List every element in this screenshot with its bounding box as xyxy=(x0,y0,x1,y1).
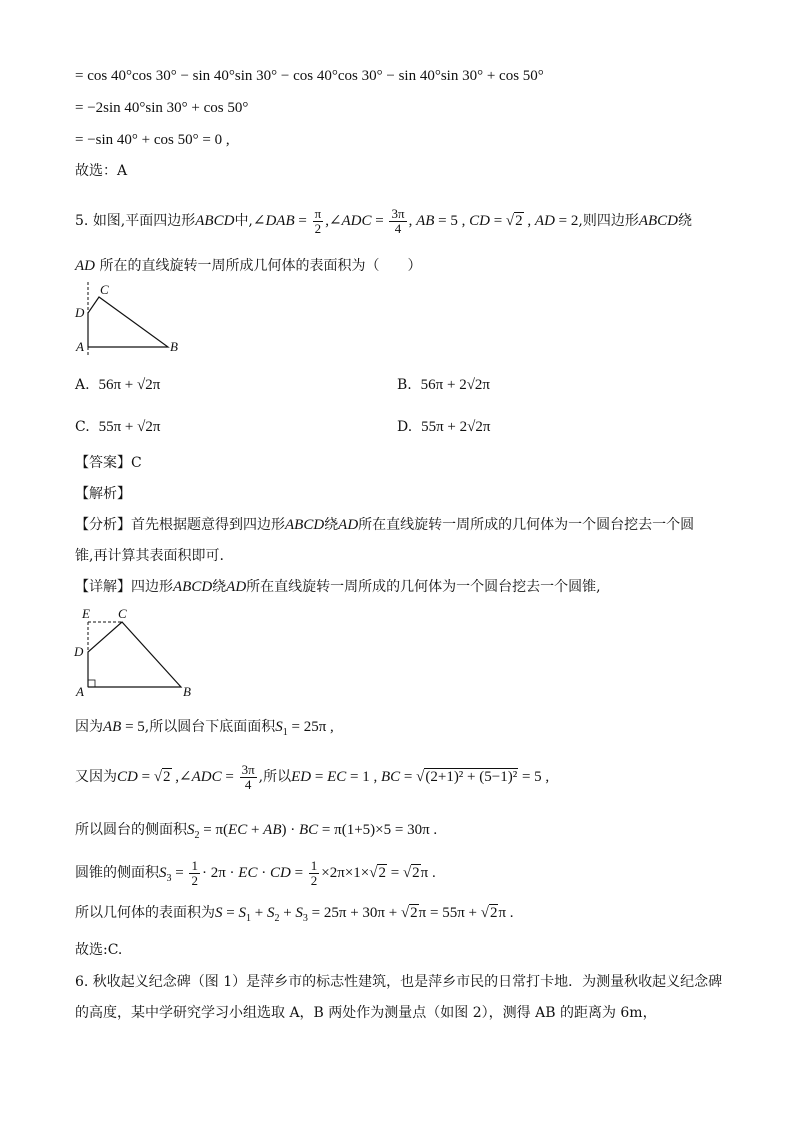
q5-answer xyxy=(75,453,142,473)
q5-figure-1 xyxy=(70,280,200,360)
answer-label: 【答案】 xyxy=(75,455,131,471)
option-text: 56π + 2√2π xyxy=(420,377,490,393)
q5-option-a[interactable] xyxy=(75,375,160,395)
q5-detail-line3: 所以圆台的侧面积$S_2 = \pi(EC + AB)$ · BC = π(1+5)×5 = 30π . xyxy=(75,822,438,841)
q5-tail: ,则四边形 xyxy=(578,213,639,229)
q5-final-answer: 故选:C. xyxy=(75,942,123,958)
q5-stem-line1: 5. 如图,平面四边形ABCD中,∠DAB = $\frac{\pi}{2}$ ,∠ADC = $\frac{3\pi}{4}$ , AB = 5 , CD = √2 , AD = 2,则四边形ABCD绕 xyxy=(75,206,692,237)
option-letter: B. xyxy=(397,377,412,393)
xiangjie-rotate: 绕 xyxy=(212,579,227,595)
option-letter: D. xyxy=(397,419,413,435)
q5-detail-line2: 又因为CD = √2 ,∠ADC = $\frac{3\pi}{4}$ ,所以ED = EC = 1 , BC = √(2+1)² + (5−1)² = 5 , xyxy=(75,761,550,792)
xiangjie-text2: 所在直线旋转一周所成的几何体为一个圆台挖去一个圆锥, xyxy=(246,579,601,595)
q5-figure-2 xyxy=(70,602,210,702)
xiangjie-text1: 四边形 xyxy=(131,579,173,595)
option-letter: C. xyxy=(75,419,90,435)
q5-stem-line2: AD 所在的直线旋转一周所成几何体的表面积为（ ） xyxy=(75,258,422,274)
fig2-label-b: B xyxy=(183,684,191,699)
q5-analysis-label: 【解析】 xyxy=(75,486,131,502)
fig1-label-b: B xyxy=(170,339,178,354)
q5-detail-line5: 所以几何体的表面积为$S = S_1 + S_2 + S_3 = 25\pi + 30\pi + √2\pi = 55\pi + √2\pi$ . xyxy=(75,905,514,924)
q6-line2: 的高度，某中学研究学习小组选取 A，B 两处作为测量点（如图 2），测得 AB 的距离为 6m， xyxy=(75,1005,657,1021)
q5-intro: 如图,平面四边形 xyxy=(92,213,196,229)
q5-quad-name: ABCD xyxy=(195,213,235,229)
detail-l3: 所以圆台的侧面积 xyxy=(75,822,187,838)
q5-detail-line4: 圆锥的侧面积$S_3$ = $\frac{1}{2}$ · 2π · EC · CD = $\frac{1}{2}$ ×2π×1×√2 = √2π . xyxy=(75,857,436,888)
fenxi-label: 【分析】 xyxy=(75,517,131,533)
fenxi-text1: 首先根据题意得到四边形 xyxy=(131,517,285,533)
q5-number: 5. xyxy=(75,213,89,229)
q5-option-d[interactable] xyxy=(397,417,490,437)
detail-l1: 因为 xyxy=(75,719,103,735)
q5-xiangjie-line: 【详解】四边形ABCD绕AD所在直线旋转一周所成的几何体为一个圆台挖去一个圆锥, xyxy=(75,579,601,595)
q5-condition-dab: ∠DAB = $\frac{\pi}{2}$ xyxy=(252,206,322,237)
fig1-label-a: A xyxy=(76,339,84,354)
fig2-label-a: A xyxy=(76,684,84,699)
fig1-label-c: C xyxy=(100,282,109,297)
option-letter: A. xyxy=(75,377,90,393)
detail-l4: 圆锥的侧面积 xyxy=(75,865,159,881)
option-text: 56π + √2π xyxy=(98,377,161,393)
q5-stem-line2-text: 所在的直线旋转一周所成几何体的表面积为（ ） xyxy=(99,258,422,274)
solution-step-3: = −sin 40° + cos 50° = 0 , xyxy=(75,132,230,148)
solution-step-1: = cos 40°cos 30° − sin 40°sin 30° − cos 40°cos 30° − sin 40°sin 30° + cos 50° xyxy=(75,68,544,84)
detail-l5: 所以几何体的表面积为 xyxy=(75,905,215,921)
fig2-label-d: D xyxy=(74,644,84,659)
answer-value: C xyxy=(131,455,142,471)
fenxi-text3: 所在直线旋转一周所成的几何体为一个圆台挖去一个圆 xyxy=(358,517,695,533)
q5-condition-adc: ∠ADC = $\frac{3\pi}{4}$ xyxy=(328,206,405,237)
fenxi-text2: 绕 xyxy=(324,517,339,533)
q5-fenxi-line1: 【分析】首先根据题意得到四边形ABCD绕AD所在直线旋转一周所成的几何体为一个圆台挖去一个圆 xyxy=(75,517,695,533)
answer-choice-4: 故选：A xyxy=(75,163,128,179)
detail-l1b: ,所以圆台下底面面积 xyxy=(144,719,276,735)
detail-l2b: ,所以 xyxy=(258,769,292,785)
solution-step-2: = −2sin 40°sin 30° + cos 50° xyxy=(75,100,249,116)
option-text: 55π + √2π xyxy=(98,419,161,435)
fig1-label-d: D xyxy=(75,305,85,320)
q5-option-c[interactable] xyxy=(75,417,160,437)
q5-option-b[interactable] xyxy=(397,375,490,395)
q6-line1: 6. 秋收起义纪念碑（图 1）是萍乡市的标志性建筑，也是萍乡市民的日常打卡地．为测量秋收起义纪念碑 xyxy=(75,974,723,990)
detail-l2: 又因为 xyxy=(75,769,117,785)
q5-fenxi-line2: 锥,再计算其表面积即可. xyxy=(75,548,224,564)
q5-rotate-word: 绕 xyxy=(678,213,692,229)
fig2-label-c: C xyxy=(118,606,127,621)
q5-detail-line1: 因为AB = 5,所以圆台下底面面积$S_1 = 25\pi$ , xyxy=(75,719,334,738)
option-text: 55π + 2√2π xyxy=(421,419,491,435)
fig2-label-e: E xyxy=(82,606,90,621)
xiangjie-label: 【详解】 xyxy=(75,579,131,595)
q5-mid: 中, xyxy=(234,213,253,229)
